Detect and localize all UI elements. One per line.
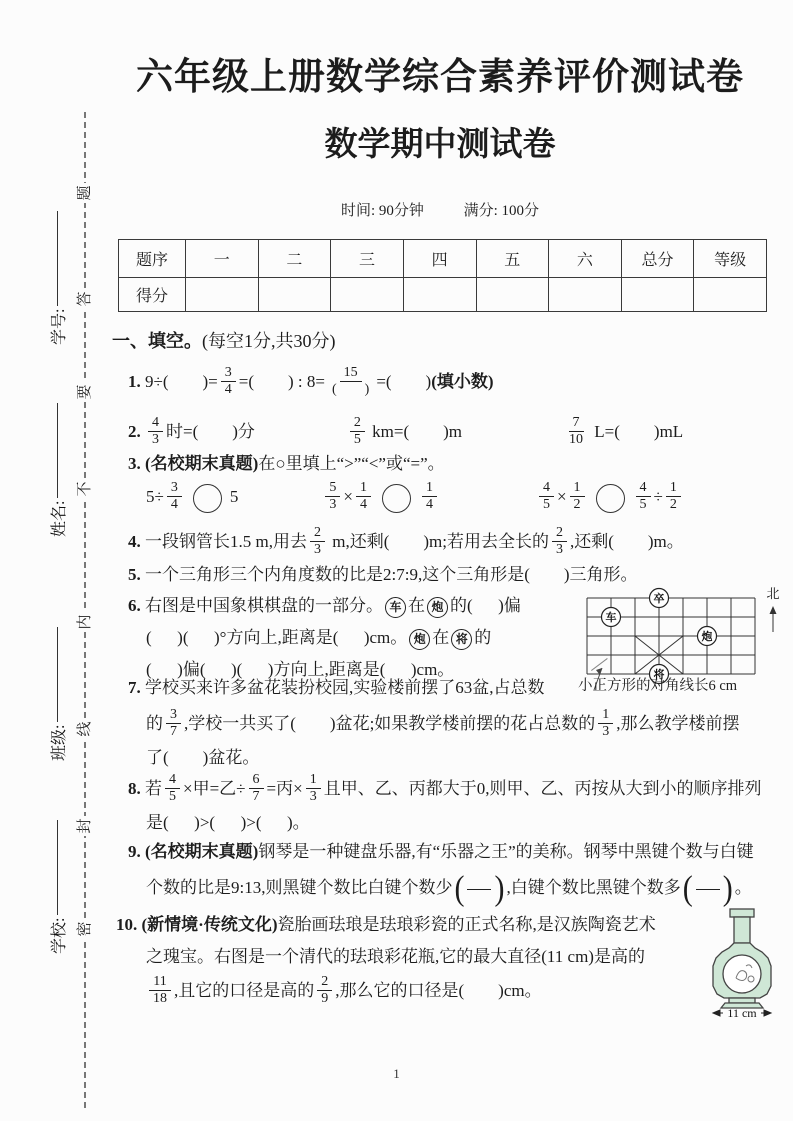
seal-dashed-line xyxy=(84,112,86,1108)
score-table-cell: 等级 xyxy=(694,240,767,278)
student-id-label: 学号: xyxy=(50,308,68,345)
sidebar-field-school xyxy=(46,784,68,954)
score-table-cell: 得分 xyxy=(119,278,186,312)
chess-piece-inline: 车 xyxy=(385,597,406,618)
fraction: $\frac{4}{3}$ xyxy=(148,415,163,447)
student-id-blank xyxy=(56,211,58,306)
vase-illustration xyxy=(699,906,785,1025)
vase-neck xyxy=(734,917,750,943)
chess-piece-inline: 炮 xyxy=(409,629,430,650)
question-9-line-1: 9. (名校期末真题)钢琴是一种键盘乐器,有“乐器之王”的美称。钢琴中黑键个数与白键 xyxy=(128,842,754,861)
question-8-line-2: 是( )>( )>( )。 xyxy=(146,813,310,832)
seal-char: 封 xyxy=(75,816,95,836)
seal-char: 不 xyxy=(75,479,95,499)
question-6-line-3: ( )偏( )( )方向上,距离是( )cm。 xyxy=(146,660,455,679)
full-score: 满分: 100分 xyxy=(463,203,540,219)
question-number: 7. xyxy=(128,678,145,697)
score-table-cell: 题序 xyxy=(119,240,186,278)
svg-text:车: 车 xyxy=(605,612,617,624)
fraction: $\frac{1}{4}$ xyxy=(356,480,371,512)
fraction-blank: ( ) xyxy=(682,869,733,908)
section-one-heading: 一、填空。(每空1分,共30分) xyxy=(112,331,336,351)
question-number: 9. xyxy=(128,842,145,861)
score-table-cell xyxy=(694,278,767,312)
vase-medallion xyxy=(723,955,761,993)
question-number: 2. xyxy=(128,422,145,441)
vase-foot xyxy=(729,998,755,1003)
exam-title: 六年级上册数学综合素养评价测试卷 xyxy=(136,57,744,98)
question-7-line-2: 的 $\frac{3}{7}$ ,学校一共买了( )盆花;如果教学楼前摆的花占总数的 $\frac{1}{3}$ ,那么教学楼前摆 xyxy=(146,706,740,739)
seal-char: 要 xyxy=(75,382,95,402)
svg-text:炮: 炮 xyxy=(701,631,713,643)
score-table-cell: 二 xyxy=(258,240,331,278)
time-limit: 时间: 90分钟 xyxy=(340,203,424,219)
score-table-cell: 三 xyxy=(331,240,404,278)
school-blank xyxy=(56,820,58,915)
score-table-cell xyxy=(476,278,549,312)
question-number: 1. xyxy=(128,372,145,391)
question-7-line-1: 7. 学校买来许多盆花装扮校园,实验楼前摆了63盆,占总数 xyxy=(128,678,545,697)
fraction: $\frac{15}{( )}$ xyxy=(331,364,370,397)
chess-piece-inline: 将 xyxy=(451,629,472,650)
fraction: $\frac{2}{9}$ xyxy=(317,974,332,1006)
sidebar-field-class xyxy=(46,591,68,761)
chess-piece-inline: 炮 xyxy=(427,597,448,618)
comparison-circle xyxy=(382,484,411,513)
class-label: 班级: xyxy=(50,724,68,761)
question-5: 5. 一个三角形三个内角度数的比是2:7:9,这个三角形是( )三角形。 xyxy=(128,565,638,584)
seal-char: 线 xyxy=(75,719,95,739)
fraction: $\frac{7}{10}$ xyxy=(569,414,584,447)
fraction: $\frac{6}{7}$ xyxy=(249,772,264,804)
question-number: 4. xyxy=(128,532,145,551)
school-label: 学校: xyxy=(50,917,68,954)
score-table xyxy=(118,239,767,312)
score-table-cell xyxy=(186,278,259,312)
question-number: 6. xyxy=(128,596,145,615)
fraction: $\frac{1}{2}$ xyxy=(570,480,585,512)
fraction: $\frac{5}{3}$ xyxy=(325,480,340,512)
svg-text:将: 将 xyxy=(653,669,665,681)
seal-char: 密 xyxy=(75,919,95,939)
fraction: $\frac{3}{4}$ xyxy=(167,480,182,512)
sidebar-field-student-id xyxy=(46,175,68,345)
sidebar-field-name xyxy=(46,367,68,537)
svg-text:卒: 卒 xyxy=(653,593,665,605)
fraction: $\frac{1}{4}$ xyxy=(422,480,437,512)
score-table-cell xyxy=(549,278,622,312)
question-6-line-1: 6. 右图是中国象棋棋盘的一部分。 车 在 炮 的( )偏 xyxy=(128,594,521,618)
fraction: $\frac{4}{5}$ xyxy=(165,772,180,804)
fraction: $\frac{1}{3}$ xyxy=(598,707,613,739)
score-table-cell: 五 xyxy=(476,240,549,278)
seal-char: 内 xyxy=(75,612,95,632)
score-table-cell xyxy=(403,278,476,312)
question-10-line-2: 之瑰宝。右图是一个清代的珐琅彩花瓶,它的最大直径(11 cm)是高的 xyxy=(146,947,645,966)
question-3-line-1: 3. (名校期末真题)在○里填上“>”“<”或“=”。 xyxy=(128,454,445,473)
name-label: 姓名: xyxy=(50,500,68,537)
fraction: $\frac{11}{18}$ xyxy=(149,974,171,1006)
north-label: 北 xyxy=(766,586,780,601)
question-10-line-1: 10. (新情境·传统文化)瓷胎画珐琅是珐琅彩瓷的正式名称,是汉族陶瓷艺术 xyxy=(116,915,656,934)
fraction: $\frac{2}{5}$ xyxy=(350,415,365,447)
score-table-cell xyxy=(331,278,404,312)
question-number: 8. xyxy=(128,779,145,798)
question-2: 2. $\frac{4}{3}$ 时=( )分 $\frac{2}{5}$ km=( )m $\frac{7}{10}$ L=( )mL xyxy=(128,414,684,447)
board-caption: 小正方形的对角线长6 cm xyxy=(578,678,738,694)
question-3-line-2: 5÷ $\frac{3}{4}$ 5 $\frac{5}{3}$ × $\frac{1}{4}$ $\frac{1}{4}$ $\frac{4}{5}$ × $\frac{1}{2}$ $\frac{4}{5}$ ÷ $\frac{1}{2}$ xyxy=(146,477,684,517)
question-number: 5. xyxy=(128,565,145,584)
fraction: $\frac{2}{3}$ xyxy=(310,525,325,557)
question-7-line-3: 了( )盆花。 xyxy=(146,748,260,767)
comparison-circle xyxy=(596,484,625,513)
vase-width-label: 11 cm xyxy=(727,1006,757,1020)
fraction: $\frac{2}{3}$ xyxy=(552,525,567,557)
question-9-line-2: 个数的比是9:13,则黑键个数比白键个数少 ( ) ,白键个数比黑键个数多 ( ) 。 xyxy=(146,869,752,908)
score-table-cell xyxy=(621,278,694,312)
question-6-line-2: ( )( )°方向上,距离是( )cm。 炮 在 将 的 xyxy=(146,626,491,650)
question-number: 10. xyxy=(116,915,142,934)
fraction: $\frac{1}{3}$ xyxy=(306,772,321,804)
seal-char: 答 xyxy=(75,289,95,309)
class-blank xyxy=(56,627,58,722)
score-table-cell xyxy=(258,278,331,312)
fraction: $\frac{3}{7}$ xyxy=(166,707,181,739)
question-8-line-1: 8. 若 $\frac{4}{5}$ ×甲=乙÷ $\frac{6}{7}$ =丙× $\frac{1}{3}$ 且甲、乙、丙都大于0,则甲、乙、丙按从大到小的顺序排列 xyxy=(128,771,762,804)
score-table-cell: 一 xyxy=(186,240,259,278)
fraction-blank: ( ) xyxy=(454,869,505,908)
score-table-cell: 六 xyxy=(549,240,622,278)
fraction: $\frac{3}{4}$ xyxy=(221,365,236,397)
fraction: $\frac{1}{2}$ xyxy=(666,480,681,512)
question-4: 4. 一段钢管长1.5 m,用去 $\frac{2}{3}$ m,还剩( )m;若用去全长的 $\frac{2}{3}$ ,还剩( )m。 xyxy=(128,524,684,557)
fraction: $\frac{4}{5}$ xyxy=(539,480,554,512)
exam-info xyxy=(110,199,770,220)
name-blank xyxy=(56,403,58,498)
fraction: $\frac{4}{5}$ xyxy=(636,480,651,512)
exam-subtitle: 数学期中测试卷 xyxy=(324,127,556,163)
question-number: 3. xyxy=(128,454,145,473)
score-table-cell: 四 xyxy=(403,240,476,278)
vase-lip xyxy=(730,909,754,917)
question-1: 1. 9÷( )= $\frac{3}{4}$ =( ) : 8= $\frac{15}{( )}$ =( )(填小数) xyxy=(128,364,494,397)
page-number: 1 xyxy=(393,1066,400,1081)
score-table-cell: 总分 xyxy=(621,240,694,278)
question-10-line-3: $\frac{11}{18}$ ,且它的口径是高的 $\frac{2}{9}$ ,那么它的口径是( )cm。 xyxy=(146,971,542,1011)
comparison-circle xyxy=(193,484,222,513)
seal-char: 题 xyxy=(75,183,95,203)
